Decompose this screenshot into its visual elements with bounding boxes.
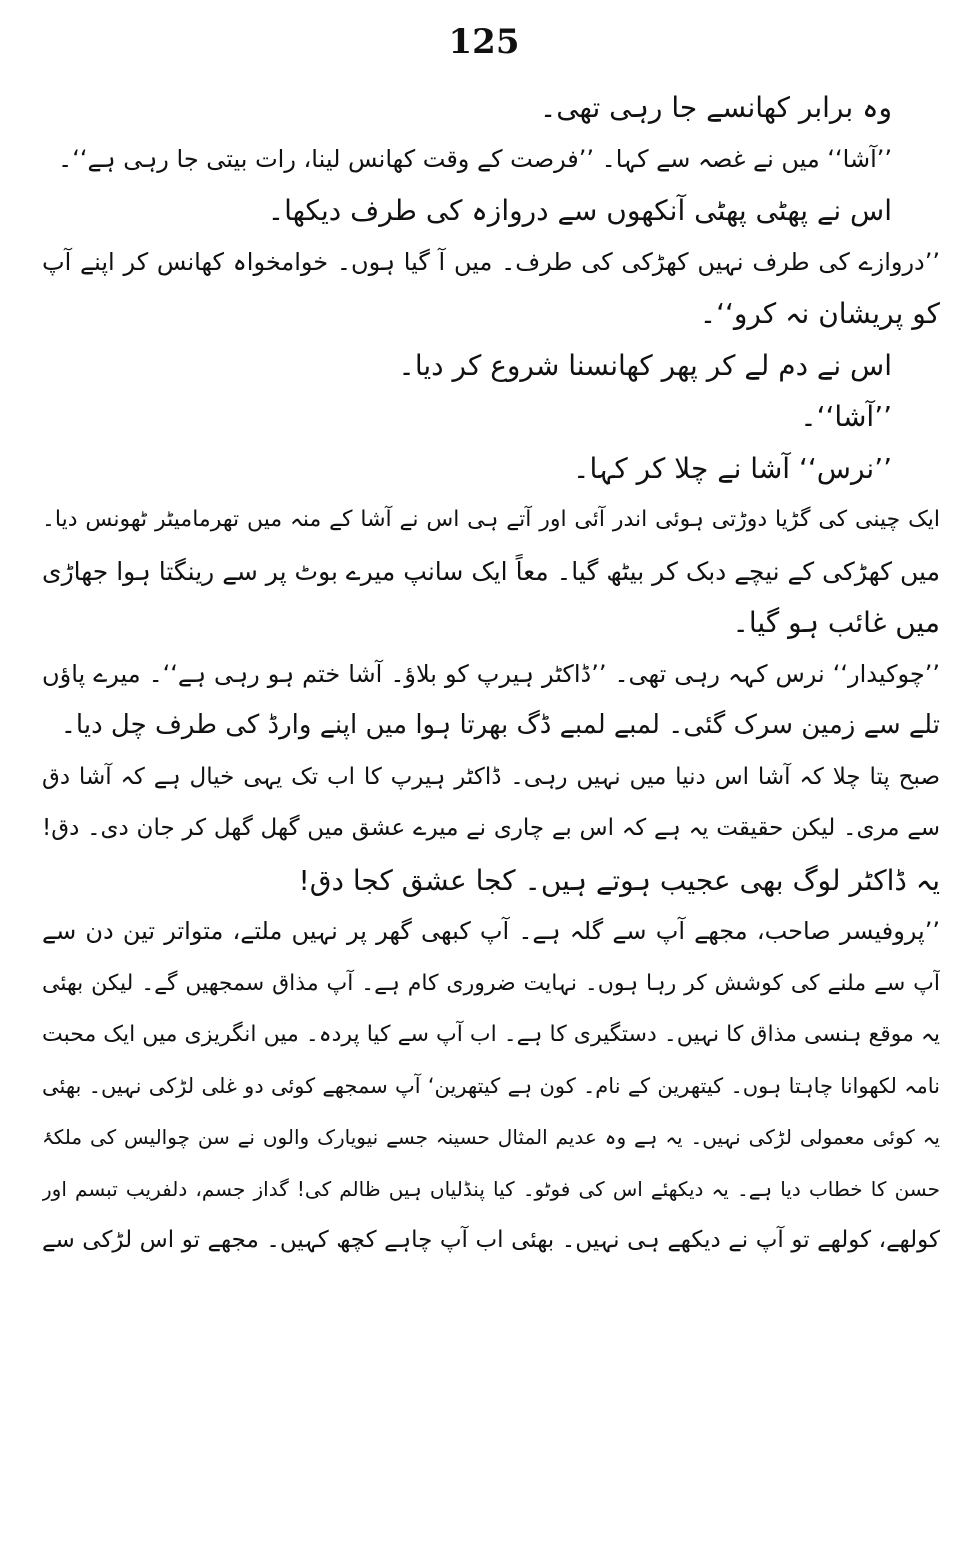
text-line: آپ سے ملنے کی کوشش کر رہا ہوں۔ نہایت ضروری کام ہے۔ آپ مذاق سمجھیں گے۔ لیکن بھئی <box>42 970 940 996</box>
text-line: ’’پروفیسر صاحب، مجھے آپ سے گلہ ہے۔ آپ کبھی گھر پر نہیں ملتے، متواتر تین دن سے <box>42 917 940 945</box>
text-line: حسن کا خطاب دیا ہے۔ یہ دیکھئے اس کی فوٹو۔ کیا پنڈلیاں ہیں ظالم کی! گداز جسم، دلفریب تبسم اور <box>42 1176 940 1201</box>
text-line: یہ کوئی معمولی لڑکی نہیں۔ یہ ہے وہ عدیم المثال حسینہ جسے نیویارک والوں نے سن چوالیس کی ملکۂ <box>42 1125 940 1149</box>
text-line: نامہ لکھوانا چاہتا ہوں۔ کیتھرین کے نام۔ کون ہے کیتھرین‘ آپ سمجھے کوئی دو غلی لڑکی نہیں۔ بھئی <box>42 1073 940 1098</box>
text-line: تلے سے زمین سرک گئی۔ لمبے لمبے ڈگ بھرتا ہوا میں اپنے وارڈ کی طرف چل دیا۔ <box>60 710 940 740</box>
text-line: میں کھڑکی کے نیچے دبک کر بیٹھ گیا۔ معاً ایک سانپ میرے بوٹ پر سے رینگتا ہوا جھاڑی <box>42 556 940 586</box>
text-line: میں غائب ہو گیا۔ <box>732 606 940 639</box>
text-line: سے مری۔ لیکن حقیقت یہ ہے کہ اس بے چاری نے میرے عشق میں گھل گھل کر جان دی۔ دق! <box>42 815 940 841</box>
text-line: ’’آشا‘‘ میں نے غصہ سے کہا۔ ’’فرصت کے وقت کھانس لینا، رات بیتی جا رہی ہے‘‘۔ <box>58 144 892 173</box>
page-number: 125 <box>448 22 520 62</box>
text-line: کولھے، کولھے تو آپ نے دیکھے ہی نہیں۔ بھئی اب آپ چاہے کچھ کہیں۔ مجھے تو اس لڑکی سے <box>42 1227 940 1253</box>
text-line: اس نے پھٹی پھٹی آنکھوں سے دروازہ کی طرف دیکھا۔ <box>267 194 892 227</box>
text-line: صبح پتا چلا کہ آشا اس دنیا میں نہیں رہی۔ ڈاکٹر ہیرپ کا اب تک یہی خیال ہے کہ آشا دق <box>42 763 940 790</box>
text-line: ایک چینی کی گڑیا دوڑتی ہوئی اندر آئی اور آتے ہی اس نے آشا کے منہ میں تھرمامیٹر ٹھونس دیا۔ <box>42 507 940 532</box>
text-line: کو پریشان نہ کرو‘‘۔ <box>699 297 940 330</box>
body-text <box>42 82 940 1267</box>
text-line: یہ ڈاکٹر لوگ بھی عجیب ہوتے ہیں۔ کجا عشق کجا دق! <box>298 863 940 897</box>
text-line: ’’دروازے کی طرف نہیں کھڑکی کی طرف۔ میں آ گیا ہوں۔ خوامخواہ کھانس کر اپنے آپ <box>42 247 940 276</box>
text-line: یہ موقع ہنسی مذاق کا نہیں۔ دستگیری کا ہے۔ اب آپ سے کیا پردہ۔ میں انگریزی میں ایک محبت <box>42 1022 940 1047</box>
text-line: ’’نرس‘‘ آشا نے چلا کر کہا۔ <box>573 451 892 485</box>
text-line: اس نے دم لے کر پھر کھانسنا شروع کر دیا۔ <box>398 348 892 382</box>
text-line: ’’آشا‘‘۔ <box>800 400 892 433</box>
text-line: ’’چوکیدار‘‘ نرس کہہ رہی تھی۔ ’’ڈاکٹر ہیرپ کو بلاؤ۔ آشا ختم ہو رہی ہے‘‘۔ میرے پاؤں <box>42 659 940 688</box>
text-line: وہ برابر کھانسے جا رہی تھی۔ <box>539 91 892 124</box>
